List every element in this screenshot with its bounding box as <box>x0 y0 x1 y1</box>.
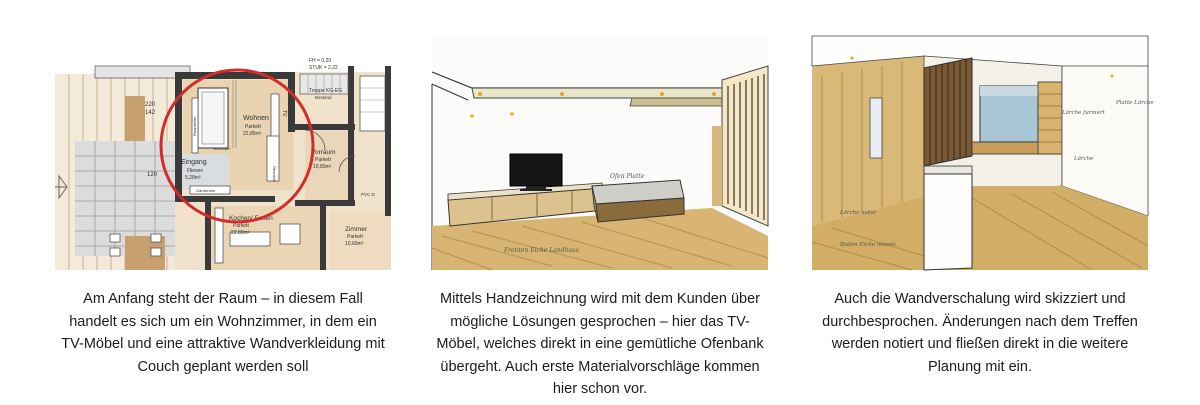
plan-label-treppe-sub: Bestand <box>315 95 332 100</box>
card-caption-1: Am Anfang steht der Raum – in diesem Fall handelt es sich um ein Wohnzimmer, in dem ein TV-Möbel und eine attraktive Wandverkleidung mit Couch geplant werden soll <box>61 291 385 375</box>
tv-sketch-image <box>432 36 768 270</box>
card-floor-plan <box>55 36 391 378</box>
plan-label-wohnen-area: 22,85m² <box>243 131 262 137</box>
card-caption-3: Auch die Wandverschalung wird skizziert und durchbesprochen. Änderungen nach dem Treffen werden notiert und fließen direkt in die weitere Planung mit ein. <box>822 291 1138 375</box>
wall-sketch-drawing <box>812 36 1154 270</box>
floor-plan-drawing <box>55 36 391 270</box>
wall-sketch-image <box>812 36 1154 270</box>
card-tv-sketch <box>432 36 768 401</box>
plan-dim-220: 220 <box>145 102 156 108</box>
plan-label-kochen: Kochen/ Essen <box>229 215 273 222</box>
plan-label-zimmer-floor: Parkett <box>347 234 363 240</box>
plan-label-eingang: Eingang <box>181 159 207 166</box>
card-wall-sketch <box>812 36 1154 378</box>
plan-label-vorraum-area: 10,80m² <box>313 164 332 170</box>
plan-label-heating: Heizkörper <box>213 147 230 151</box>
sketch2-note-2: Fronten Eiche Landhaus <box>504 247 579 254</box>
plan-label-kochen-floor: Parkett <box>233 223 249 229</box>
plan-label-treppe: Treppe KG-EG <box>309 88 343 94</box>
plan-label-vorraum: Vorraum <box>311 149 336 156</box>
plan-label-stuk: STUK = 2,22 <box>309 65 338 71</box>
plan-label-eingang-area: 5,28m² <box>185 175 201 181</box>
plan-label-wohnen: Wohnen <box>243 115 269 122</box>
plan-label-pvc: PVC D <box>361 192 375 197</box>
plan-label-oberlicht: Oberlicht <box>272 166 277 183</box>
plan-label-zimmer-area: 10,60m² <box>345 241 364 247</box>
sketch3-note-5: Boden Eiche massiv <box>840 242 896 248</box>
plan-label-eingang-floor: Fliesen <box>187 168 204 174</box>
sketch3-note-4: Lärche natur <box>840 210 877 216</box>
sketch3-note-1: Lärche furniert <box>1062 110 1105 116</box>
card-caption-2: Mittels Handzeichnung wird mit dem Kunden über mögliche Lösungen gesprochen – hier das TV-Möbel, welches direkt in eine gemütliche Ofenbank übergeht. Auch erste Materialvorschläge kommen hier schon vor. <box>436 291 764 397</box>
floor-plan-image <box>55 36 391 270</box>
sketch3-note-3: Lärche <box>1074 156 1094 162</box>
plan-label-vorraum-floor: Parkett <box>315 157 331 163</box>
plan-label-garderobe: Garderobe <box>196 188 216 193</box>
sketch2-note-1: Ofen Platte <box>610 173 645 180</box>
plan-label-zimmer: Zimmer <box>345 226 368 233</box>
plan-label-kochen-area: 22,80m² <box>231 230 250 236</box>
plan-label-fph: FH = 0,20 <box>309 58 332 64</box>
plan-label-wohnen-floor: Parkett <box>245 124 261 130</box>
plan-dim-120: 120 <box>147 172 158 178</box>
plan-label-tv: TV <box>281 110 287 117</box>
plan-dim-142: 142 <box>145 110 156 116</box>
tv-sketch-drawing <box>432 36 768 270</box>
sketch3-note-2: Platte Lärche <box>1116 100 1154 106</box>
plan-label-raumteiler: Raumteiler <box>192 116 197 136</box>
